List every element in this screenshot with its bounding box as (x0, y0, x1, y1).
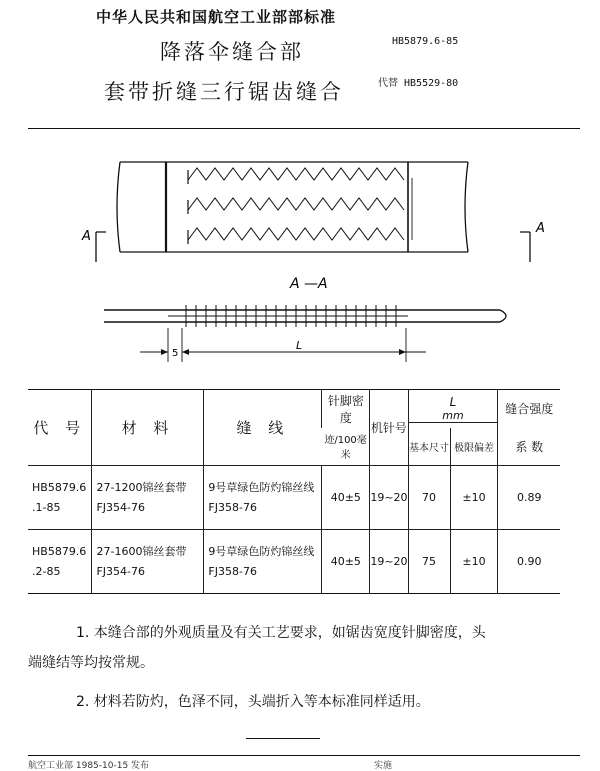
thread-spec: FJ358-76 (208, 500, 257, 514)
material-spec: FJ354-76 (96, 500, 146, 514)
col-header-coef: 系 数 (498, 428, 560, 466)
specification-table (28, 389, 560, 594)
title-line-2: 套带折缝三行锯齿缝合 (104, 80, 344, 104)
cell-density: 40±5 (322, 466, 370, 530)
zigzag-row-1 (188, 168, 404, 180)
material-name: 27-1600锦丝套带 (96, 544, 187, 558)
cell-material (92, 466, 204, 530)
replaces-standard: 代替 HB5529-80 (378, 78, 459, 89)
cell-thread (204, 530, 322, 594)
code-part-1: HB5879.6 (32, 480, 87, 494)
material-name: 27-1200锦丝套带 (96, 480, 187, 494)
standard-code: HB5879.6-85 (392, 36, 459, 47)
cell-density: 40±5 (322, 530, 370, 594)
col-header-needle: 机针号 (370, 390, 408, 466)
thread-name: 9号草绿色防灼锦丝线 (208, 544, 315, 558)
dim-L-label: L (296, 339, 303, 352)
end-rule (246, 738, 320, 739)
header-row-1 (28, 390, 560, 428)
dimension-extension-lines (168, 328, 406, 362)
cell-basic-size: 70 (408, 466, 450, 530)
cell-tolerance: ±10 (450, 530, 498, 594)
note-2: 2. 材料若防灼，色泽不同，头端折入等本标准同样适用。 (76, 694, 430, 710)
zigzag-row-3 (188, 228, 404, 240)
cell-coef: 0.89 (498, 466, 560, 530)
footer-issue-line: 航空工业部 1985-10-15 发布 实施 (28, 755, 580, 771)
note-1-line-1: 1. 本缝合部的外观质量及有关工艺要求，如锯齿宽度针脚密度，头 (76, 625, 486, 641)
table-row (28, 466, 560, 530)
title-line-1: 降落伞缝合部 (160, 40, 304, 64)
cell-code (28, 530, 92, 594)
col-header-tolerance: 极限偏差 (450, 428, 498, 466)
code-part-2: .1-85 (32, 500, 61, 514)
cell-basic-size: 75 (408, 530, 450, 594)
issuing-authority: 中华人民共和国航空工业部部标准 (96, 8, 337, 26)
col-header-basic-size: 基本尺寸 (408, 428, 450, 466)
strap-break-left (117, 162, 120, 252)
cell-code (28, 466, 92, 530)
section-marker-left (96, 232, 106, 262)
col-header-thread: 缝 线 (204, 390, 322, 466)
col-header-code: 代 号 (28, 390, 92, 466)
col-header-strength: 缝合强度 (498, 390, 560, 428)
code-part-2: .2-85 (32, 564, 61, 578)
cell-thread (204, 466, 322, 530)
section-label-left: A (82, 229, 91, 244)
seam-drawing (0, 140, 600, 380)
thread-name: 9号草绿色防灼锦丝线 (208, 480, 315, 494)
cell-needle: 19~20 (370, 530, 408, 594)
code-part-1: HB5879.6 (32, 544, 87, 558)
section-marker-right (520, 232, 530, 262)
col-header-L (408, 390, 498, 428)
cell-needle: 19~20 (370, 466, 408, 530)
cell-tolerance: ±10 (450, 466, 498, 530)
note-1-line-2: 端缝结等均按常规。 (28, 655, 154, 671)
L-unit: mm (409, 409, 498, 423)
header-rule (28, 128, 580, 129)
zigzag-row-2 (188, 198, 404, 210)
col-header-material: 材 料 (92, 390, 204, 466)
col-header-density: 针脚密度 (322, 390, 370, 428)
section-title: A —A (290, 276, 328, 292)
dim-5-label: 5 (172, 348, 179, 359)
strap-side-fold (500, 310, 506, 322)
section-label-right: A (536, 221, 545, 236)
thread-spec: FJ358-76 (208, 564, 257, 578)
material-spec: FJ354-76 (96, 564, 146, 578)
strap-break-right (465, 162, 468, 252)
cell-material (92, 530, 204, 594)
L-symbol: L (449, 394, 457, 409)
table-row (28, 530, 560, 594)
col-header-density-unit: 迹/100毫米 (324, 435, 367, 462)
cell-coef: 0.90 (498, 530, 560, 594)
